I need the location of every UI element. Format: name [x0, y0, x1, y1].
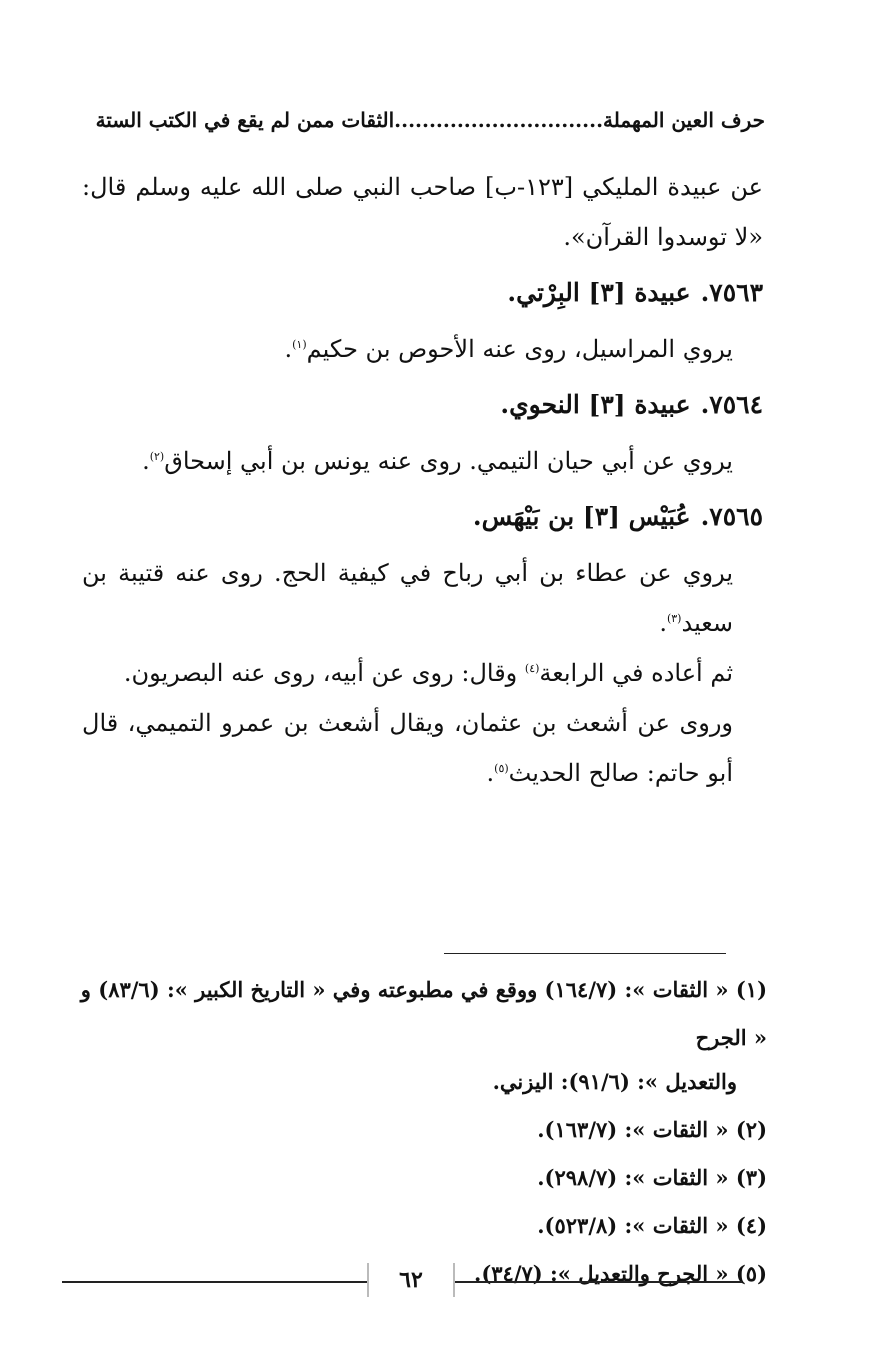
- footnote-4: (٤) « الثقات »: (٥٢٣/٨).: [537, 1213, 767, 1238]
- entry-text: يروي عن عطاء بن أبي رباح في كيفية الحج. روى عنه قتيبة بن سعيد: [82, 559, 733, 637]
- main-text: [82, 162, 763, 798]
- footnote-3: (٣) « الثقات »: (٢٩٨/٧).: [537, 1165, 767, 1190]
- footnote-ref: (١): [292, 338, 307, 351]
- running-header: حرف العين المهملة..............................الثقات ممن لم يقع في الكتب الستة: [95, 108, 765, 132]
- footnote-5: (٥) « الجرح والتعديل »: (٣٤/٧).: [474, 1261, 767, 1286]
- entry-text-7565-a: [82, 548, 763, 648]
- footnote-separator: [444, 953, 726, 954]
- entry-text: يروي عن أبي حيان التيمي. روى عنه يونس بن أبي إسحاق: [164, 447, 733, 475]
- page-number: ٦٢: [367, 1263, 455, 1297]
- period: .: [284, 335, 293, 363]
- footnote-1-continuation: والتعديل »: (٩١/٦): اليزني.: [492, 1069, 737, 1094]
- footnote-ref: (٢): [149, 450, 165, 463]
- entry-name: عبيدة [٣] النحوي.: [500, 390, 691, 419]
- entry-text: وروى عن أشعث بن عثمان، ويقال أشعث بن عمرو التميمي، قال أبو حاتم: صالح الحديث: [82, 709, 734, 787]
- footnote-ref: (٣): [666, 612, 682, 625]
- entry-text: يروي المراسيل، روى عنه الأحوص بن حكيم: [306, 335, 733, 363]
- entry-heading-7565: [82, 486, 763, 548]
- entry-text: وقال: روى عن أبيه، روى عنه البصريون.: [123, 659, 525, 687]
- entry-number: ٧٥٦٥.: [700, 502, 763, 531]
- footnote-2: (٢) « الثقات »: (١٦٣/٧).: [537, 1117, 767, 1142]
- footnote-ref: (٤): [524, 662, 540, 675]
- entry-heading-7564: [82, 374, 763, 436]
- entry-number: ٧٥٦٤.: [700, 390, 763, 419]
- period: .: [142, 447, 150, 475]
- entry-text-7564: [82, 436, 763, 486]
- entry-number: ٧٥٦٣.: [700, 278, 763, 307]
- paragraph-continuation: عن عبيدة المليكي [١٢٣-ب] صاحب النبي صلى الله عليه وسلم قال: «لا توسدوا القرآن».: [82, 173, 763, 251]
- entry-text-7563: [82, 324, 763, 374]
- entry-name: عُبَيْس [٣] بن بَيْهَس.: [472, 502, 691, 531]
- footnote-1: (١) « الثقات »: (١٦٤/٧) ووقع في مطبوعته وفي « التاريخ الكبير »: (٨٣/٦) و « الجرح: [80, 977, 767, 1050]
- entry-text-7565-b: [82, 648, 763, 698]
- entry-name: عبيدة [٣] البِرْتي.: [507, 278, 691, 307]
- period: .: [659, 609, 667, 637]
- footnote-ref: (٥): [494, 762, 509, 775]
- period: .: [486, 759, 495, 787]
- entry-heading-7563: [82, 262, 763, 324]
- entry-text: ثم أعاده في الرابعة: [539, 659, 733, 687]
- footnotes: [80, 966, 767, 1298]
- entry-text-7565-c: [82, 698, 763, 798]
